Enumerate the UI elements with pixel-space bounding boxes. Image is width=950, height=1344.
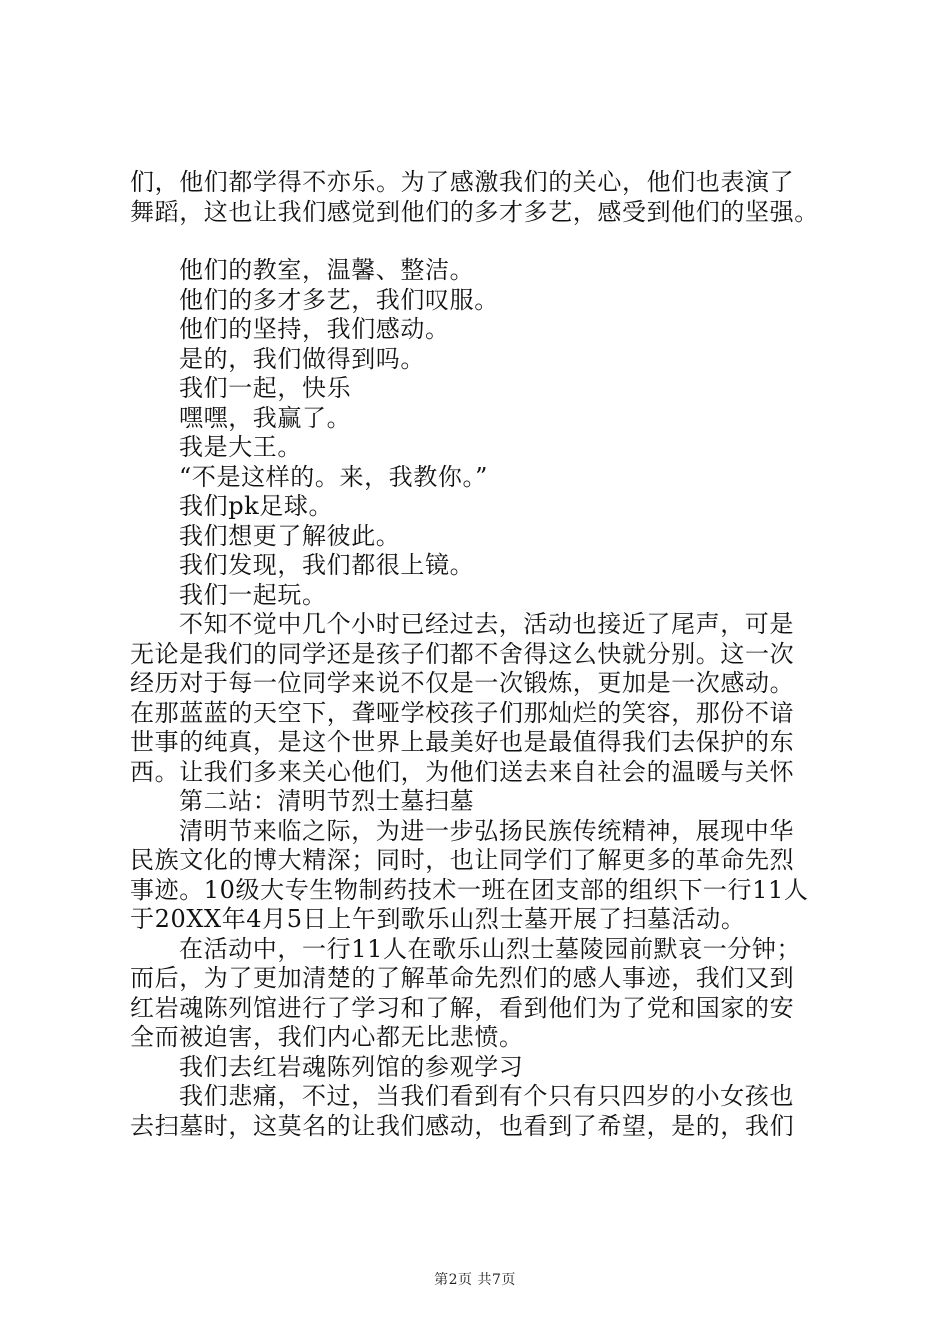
paragraph-gap [130, 227, 850, 256]
text-line: 于20XX年4月5日上午到歌乐山烈士墓开展了扫墓活动。 [130, 905, 746, 933]
text-line: 在那蓝蓝的天空下，聋哑学校孩子们那灿烂的笑容，那份不谙 [130, 698, 795, 727]
text-line: 我们pk足球。 [179, 492, 334, 520]
text-line: 清明节来临之际，为进一步弘扬民族传统精神，展现中华 [179, 816, 794, 845]
text-line: 在活动中，一行11人在歌乐山烈士墓陵园前默哀一分钟； [179, 934, 802, 963]
text-line: 我们去红岩魂陈列馆的参观学习 [179, 1052, 524, 1081]
document-body [130, 168, 850, 1141]
text-line: 去扫墓时，这莫名的让我们感动，也看到了希望，是的，我们 [130, 1111, 795, 1140]
text-line: 他们的多才多艺，我们叹服。 [179, 285, 499, 314]
text-line: “不是这样的。来，我教你。” [179, 462, 488, 491]
page-footer: 第2页 共7页 [434, 1272, 516, 1288]
text-line: 不知不觉中几个小时已经过去，活动也接近了尾声，可是 [179, 610, 794, 638]
text-line: 我们发现，我们都很上镜。 [179, 551, 475, 579]
text-line: 世事的纯真，是这个世界上最美好也是最值得我们去保护的东 [130, 728, 795, 756]
text-line: 是的，我们做得到吗。 [179, 344, 425, 373]
text-line: 嘿嘿，我赢了。 [179, 403, 352, 432]
text-line: 无论是我们的同学还是孩子们都不舍得这么快就分别。这一次 [130, 639, 795, 668]
text-line: 红岩魂陈列馆进行了学习和了解，看到他们为了党和国家的安 [130, 993, 795, 1022]
text-line: 他们的教室，温馨、整洁。 [179, 256, 475, 284]
text-line: 民族文化的博大精深；同时，也让同学们了解更多的革命先烈 [130, 846, 795, 874]
text-line: 而后，为了更加清楚的了解革命先烈们的感人事迹，我们又到 [130, 964, 795, 992]
text-line: 我是大王。 [179, 433, 302, 461]
text-line: 事迹。10级大专生物制药技术一班在团支部的组织下一行11人 [130, 875, 809, 904]
text-line: 他们的坚持，我们感动。 [179, 315, 450, 343]
text-line: 我们一起，快乐 [179, 374, 352, 402]
text-line: 我们一起玩。 [179, 580, 327, 609]
text-line: 全而被迫害，我们内心都无比悲愤。 [130, 1023, 524, 1051]
text-line: 经历对于每一位同学来说不仅是一次锻炼，更加是一次感动。 [130, 669, 795, 697]
text-line: 第二站：清明节烈士墓扫墓 [179, 787, 475, 815]
text-line: 我们想更了解彼此。 [179, 521, 401, 550]
text-line: 我们悲痛，不过，当我们看到有个只有只四岁的小女孩也 [179, 1082, 794, 1110]
text-line: 舞蹈，这也让我们感觉到他们的多才多艺，感受到他们的坚强。 [130, 197, 819, 226]
text-line: 西。让我们多来关心他们，为他们送去来自社会的温暖与关怀 [130, 757, 795, 786]
text-line: 们，他们都学得不亦乐。为了感激我们的关心，他们也表演了 [130, 168, 795, 196]
